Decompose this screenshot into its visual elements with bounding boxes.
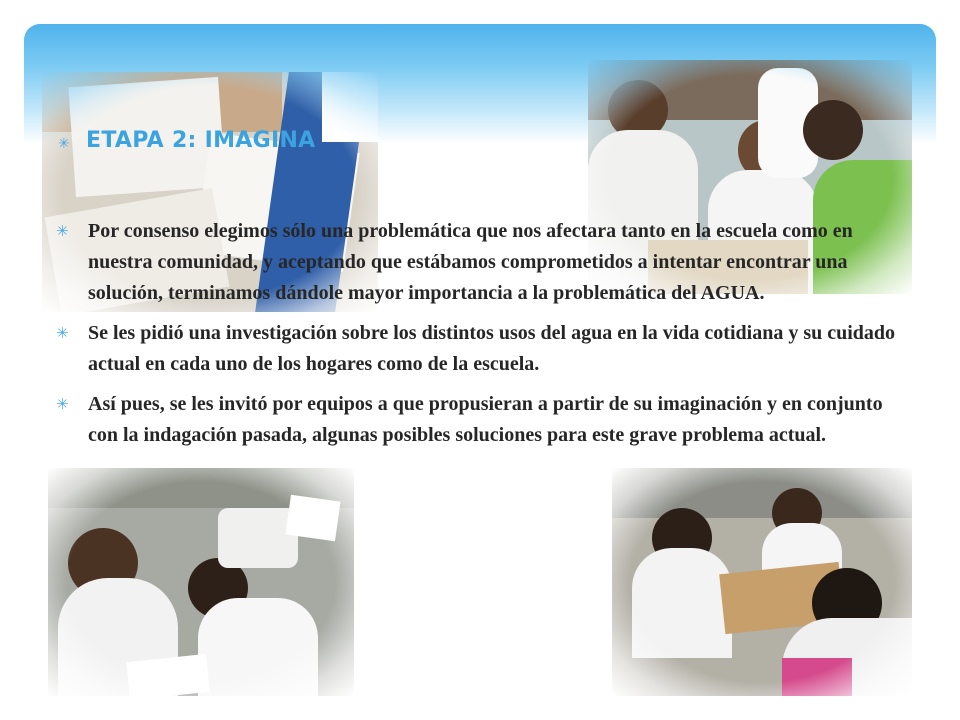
bullet-paragraph bbox=[56, 318, 916, 380]
paragraph-text: Se les pidió una investigación sobre los distintos usos del agua en la vida cotidiana y su cuidado actual en cada uno de los hogares como de la escuela. bbox=[88, 322, 896, 375]
star-bullet-icon: ✳ bbox=[56, 222, 69, 240]
bullet-list bbox=[56, 216, 916, 460]
paragraph-text: Por consenso elegimos sólo una problemática que nos afectara tanto en la escuela como en nuestra comunidad, y aceptando que estábamos comprometidos a intentar encontrar una solución, terminamos dándole mayor importancia a la problemática del AGUA. bbox=[88, 220, 853, 304]
paragraph-text: Así pues, se les invitó por equipos a que propusieran a partir de su imaginación y en conjunto con la indagación pasada, algunas posibles soluciones para este grave problema actual. bbox=[88, 393, 883, 446]
photo-students-floor bbox=[48, 468, 354, 696]
star-bullet-icon: ✳ bbox=[56, 324, 69, 342]
slide-title: ETAPA 2: IMAGINA bbox=[86, 128, 316, 153]
star-bullet-icon: ✳ bbox=[58, 136, 70, 152]
bullet-paragraph bbox=[56, 216, 916, 309]
photo-girls-cardboard bbox=[612, 468, 912, 696]
bullet-paragraph bbox=[56, 389, 916, 451]
star-bullet-icon: ✳ bbox=[56, 395, 69, 413]
